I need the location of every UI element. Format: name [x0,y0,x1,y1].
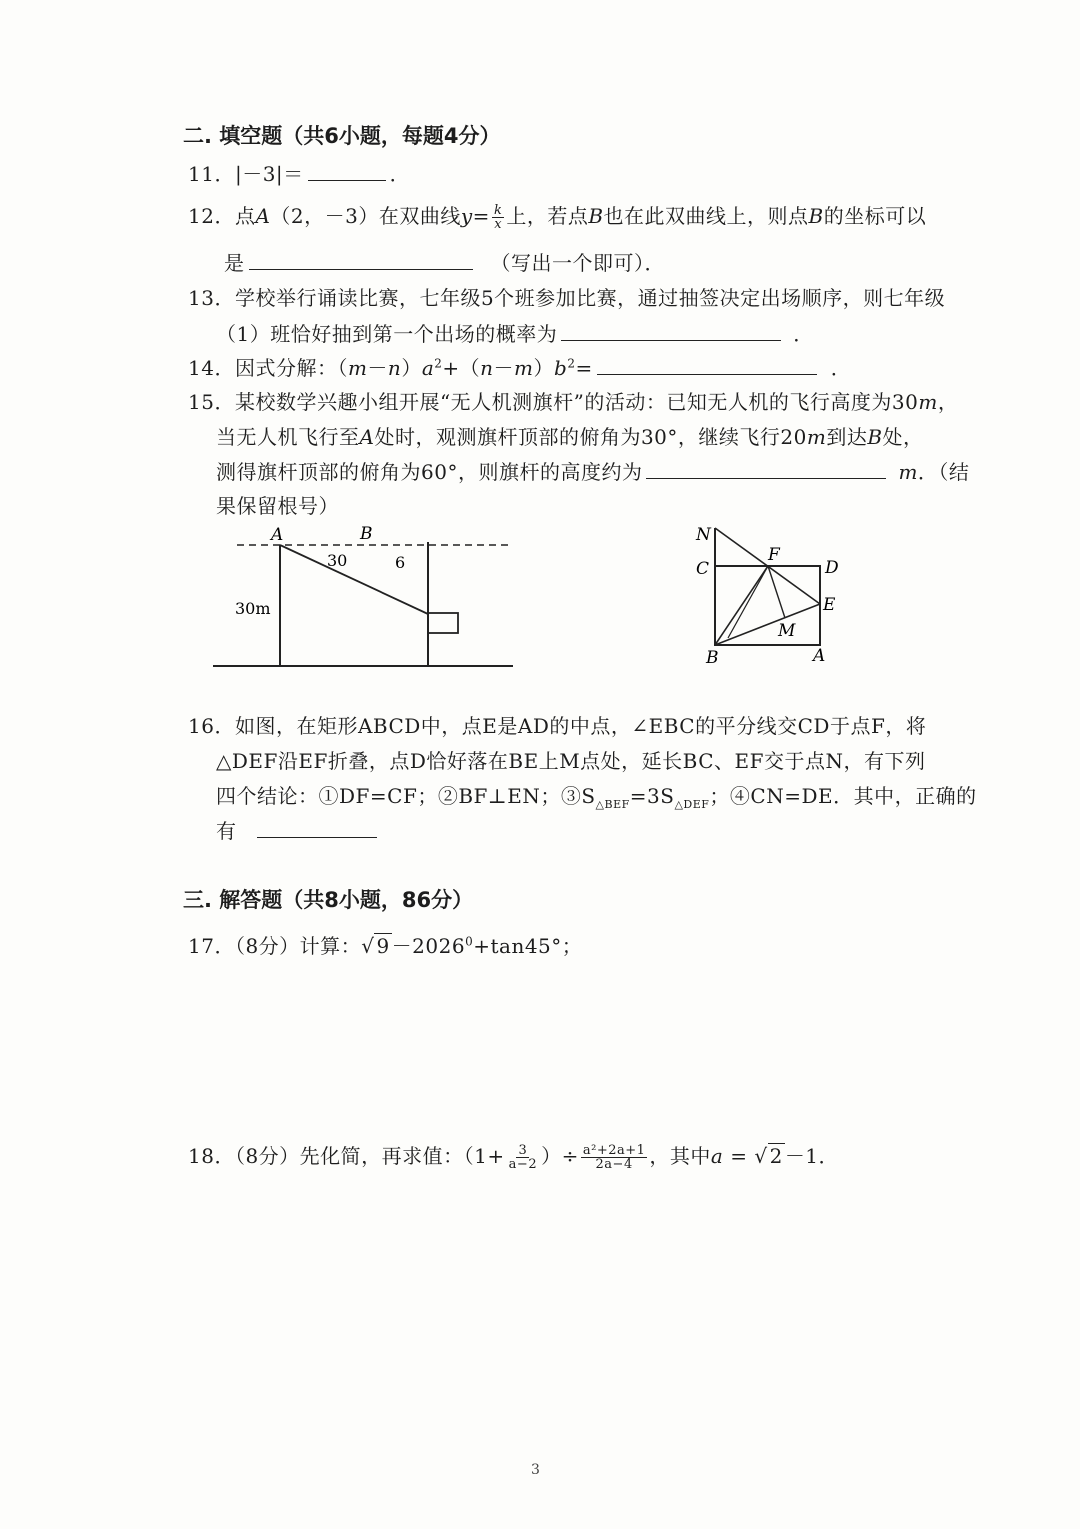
radicand: 2 [769,1144,783,1168]
question-number: 18． [188,1144,235,1168]
q16-text: △DEF沿EF折叠，点D恰好落在BE上M点处，延长BC、EF交于点N，有下列 [216,749,926,773]
question-number: 13． [188,286,235,310]
line-be [715,604,820,645]
page-number: 3 [531,1462,540,1478]
q15-text: 当无人机飞行至 [216,425,360,449]
line-bf [715,566,768,645]
fraction-numerator: k [493,203,503,218]
label-e: E [823,595,836,615]
q15-unit: m [898,460,918,484]
question-number: 12． [188,204,235,228]
q14-text: 因式分解：（ [234,356,348,380]
question-13 [188,282,945,311]
question-16-line3 [216,780,977,811]
radicand: 9 [376,934,390,958]
question-13-line2 [216,318,814,347]
q14-var: n [480,356,494,380]
q16-text: =3S [629,784,675,808]
question-17 [188,930,582,959]
question-number: 17． [188,934,235,958]
q12-text: （2，－3）在双曲线 [270,204,461,228]
section-fill-title: 二. 填空题（共6小题，每题4分） [183,124,501,148]
q12-point-a: A [255,204,271,228]
q12-text: 上，若点 [506,204,589,228]
question-16-line2 [216,745,926,774]
q16-subscript: △BEF [595,798,630,811]
sight-line [280,545,428,614]
question-14 [188,352,851,381]
question-number: 11． [188,162,235,186]
q17-text: －2026 [391,934,466,958]
angle-6-label: 6 [395,553,406,572]
q15-text: 到达 [826,425,868,449]
q18-text: －1． [784,1144,840,1168]
q12-point-b: B [588,204,604,228]
q17-text: +tan45°； [473,934,583,958]
line-fm [768,566,785,618]
section-answer-title: 三. 解答题（共8小题，86分） [183,888,474,912]
q18-var: a [710,1144,724,1168]
q12-var-y: y [460,204,473,228]
q18-fraction-2 [581,1144,648,1171]
label-a: A [813,646,826,666]
question-12 [188,200,926,231]
question-16-line4 [216,815,381,844]
q14-op: +（ [442,356,481,380]
question-18 [188,1140,839,1171]
q13-text: （1）班恰好抽到第一个出场的概率为 [216,322,558,346]
rectangle-fold-figure [688,520,848,670]
q14-var: b [554,356,568,380]
q14-var: m [514,356,534,380]
q16-text: ；④CN=DE．其中，正确的 [709,784,977,808]
q14-op: － [493,356,515,380]
height-label: 30m [235,599,271,618]
q13-end: ． [793,322,814,346]
sqrt-expression: √ 2 [754,1144,783,1168]
q18-text: （8分）先化简，再求值：（1+ [234,1144,505,1168]
q18-text: ）÷ [541,1144,579,1168]
question-15 [188,386,958,415]
question-number: 16． [188,714,235,738]
q18-text: ，其中 [649,1144,711,1168]
q17-text: （8分）计算： [234,934,362,958]
q14-exponent: 2 [567,356,576,371]
q15-text: 测得旗杆顶部的俯角为60°，则旗杆的高度约为 [216,460,643,484]
question-15-line3 [216,456,969,485]
q15-point: B [867,425,883,449]
q12-text: （写出一个即可）． [490,251,665,275]
question-number: 15． [188,390,235,414]
q12-point-b: B [808,204,824,228]
q14-exponent: 2 [434,356,443,371]
fraction-numerator: 3 [518,1143,528,1158]
point-b-label: B [360,524,373,544]
q15-text: ， [937,390,959,414]
question-11 [188,158,410,187]
q14-op: － [367,356,388,380]
answer-blank[interactable] [308,162,386,181]
answer-blank[interactable] [257,819,377,838]
question-number: 14． [188,356,235,380]
q15-text: 果保留根号） [216,494,339,518]
q12-eq: = [472,204,490,228]
q15-text: 处时，观测旗杆顶部的俯角为30°，继续飞行20 [374,425,807,449]
angle-30-label: 30 [327,551,348,570]
q14-text: ） [533,356,555,380]
q12-text: 是 [224,251,245,275]
fraction-denominator: 2a−4 [595,1157,633,1172]
q18-fraction-1 [507,1144,539,1171]
question-15-line2 [216,421,924,450]
answer-blank[interactable] [597,356,817,375]
q15-point: A [359,425,375,449]
answer-blank[interactable] [561,322,781,341]
q14-end: ． [830,356,852,380]
q17-exponent: 0 [465,934,474,949]
answer-blank[interactable] [249,251,473,270]
q13-text: 学校举行诵读比赛，七年级5个班参加比赛，通过抽签决定出场顺序，则七年级 [234,286,946,310]
q16-text: 四个结论：①DF=CF；②BF⊥EN；③S [216,784,596,808]
q14-var: n [387,356,402,380]
q12-text: 的坐标可以 [823,204,927,228]
building-box [428,613,458,633]
label-d: D [825,558,839,578]
q15-unit: m [918,390,938,414]
question-12-line2 [224,247,665,276]
label-f: F [768,545,780,565]
question-16 [188,710,926,739]
q14-var: m [347,356,368,380]
sqrt-expression: √ 9 [361,934,390,958]
q14-op: = [575,356,593,380]
label-c: C [696,559,710,579]
label-b: B [706,648,719,668]
label-m: M [778,621,796,641]
question-15-line4 [216,490,339,519]
q14-text: ） [401,356,422,380]
drone-flagpole-figure [205,518,525,673]
label-n: N [696,525,711,545]
q14-var: a [421,356,435,380]
q15-unit: m [806,425,827,449]
q12-text: 点 [234,204,256,228]
q16-subscript: △DEF [674,798,710,811]
fraction-numerator: a²+2a+1 [582,1143,646,1158]
q15-text: 某校数学兴趣小组开展“无人机测旗杆”的活动：已知无人机的飞行高度为30 [234,390,919,414]
q11-expression: |－3|＝ [234,162,304,186]
q15-text: 处， [882,425,924,449]
point-a-label: A [271,525,284,545]
q15-text: ．（结 [917,460,970,484]
q18-op: = [723,1144,755,1168]
q12-text: 也在此双曲线上，则点 [603,204,809,228]
answer-blank[interactable] [646,460,886,479]
fraction-denominator: x [494,217,503,232]
q11-end: ． [389,162,411,186]
q16-text: 如图，在矩形ABCD中，点E是AD的中点，∠EBC的平分线交CD于点F，将 [234,714,927,738]
fraction-denominator: a−2 [508,1157,538,1172]
q16-text: 有 [216,819,237,843]
q12-fraction [492,204,504,231]
